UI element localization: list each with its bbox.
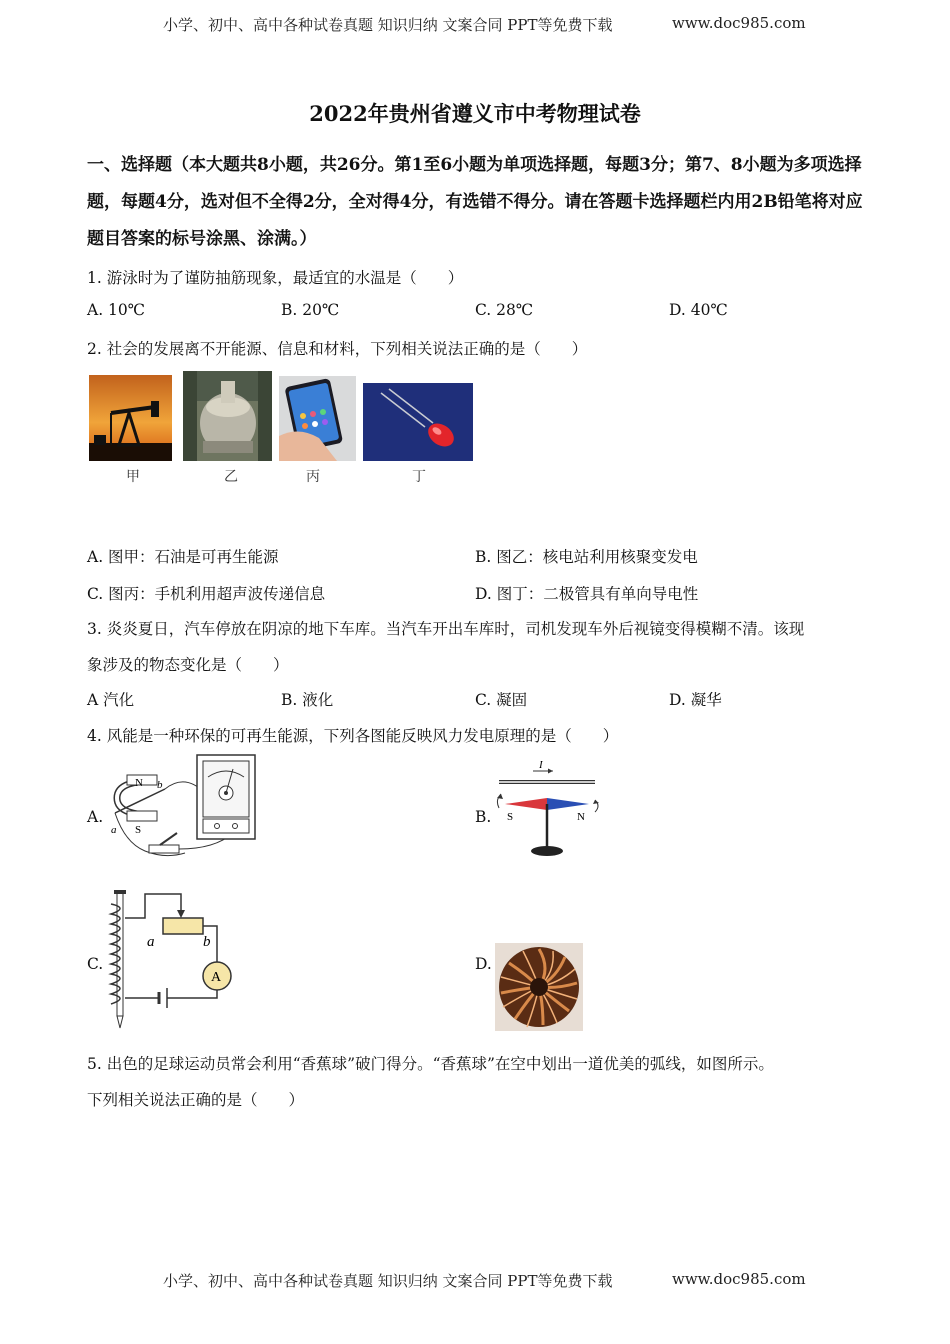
fig-b-label-s: S: [507, 811, 514, 823]
q5-stem-line2: 下列相关说法正确的是（ ）: [87, 1091, 305, 1109]
led-diode-photo: [363, 383, 473, 461]
caption-bing: 丙: [306, 469, 320, 485]
section-heading: 一、选择题（本大题共8小题，共26分。第1至6小题为单项选择题，每题3分；第7、8小题为多项选择题，每题4分，选对但不全得2分，全对得4分，有选错不得分。请在答题卡选择题栏内用2B铅笔将对应题目答案的标号涂黑、涂满。）: [87, 155, 863, 249]
fig-c-label-ammeter: A: [211, 970, 222, 985]
q3-option-d: D. 凝华: [669, 691, 722, 709]
fig-b-label-n: N: [577, 811, 585, 823]
q2-option-b: B. 图乙：核电站利用核聚变发电: [475, 548, 698, 566]
q4-option-a: A.: [87, 808, 104, 826]
smartphone-photo: [279, 376, 356, 461]
q2-option-d: D. 图丁：二极管具有单向导电性: [475, 585, 699, 603]
q3-option-a: A 汽化: [87, 691, 135, 709]
q1-stem: 1. 游泳时为了谨防抽筋现象，最适宜的水温是（ ）: [87, 269, 464, 287]
q3-stem-line1: 3. 炎炎夏日，汽车停放在阴凉的地下车库。当汽车开出车库时，司机发现车外后视镜变得模糊不清。该现: [87, 620, 805, 638]
header-text: 小学、初中、高中各种试卷真题 知识归纳 文案合同 PPT等免费下载: [163, 16, 613, 34]
fig-b-label-current: I: [539, 759, 543, 771]
caption-ding: 丁: [412, 469, 426, 485]
q4-option-b: B.: [475, 808, 492, 826]
q2-option-c: C. 图丙：手机利用超声波传递信息: [87, 585, 326, 603]
footer-site-link[interactable]: www.doc985.com: [672, 1270, 806, 1288]
footer-text: 小学、初中、高中各种试卷真题 知识归纳 文案合同 PPT等免费下载: [163, 1272, 613, 1290]
fig-a-label-b: b: [157, 779, 163, 791]
q4-stem: 4. 风能是一种环保的可再生能源，下列各图能反映风力发电原理的是（ ）: [87, 727, 619, 745]
page-title: 2022年贵州省遵义市中考物理试卷: [309, 101, 641, 126]
fig-a-label-a: a: [111, 824, 117, 836]
generator-diagram: [105, 753, 265, 863]
q3-stem-line2: 象涉及的物态变化是（ ）: [87, 656, 289, 674]
q2-stem: 2. 社会的发展离不开能源、信息和材料，下列相关说法正确的是（ ）: [87, 340, 588, 358]
q2-option-a: A. 图甲：石油是可再生能源: [87, 548, 279, 566]
q3-option-b: B. 液化: [281, 691, 334, 709]
oil-pump-photo: [89, 375, 172, 461]
q4-option-d: D.: [475, 955, 492, 973]
q1-option-d: D. 40℃: [669, 301, 728, 319]
q1-option-c: C. 28℃: [475, 301, 534, 319]
q1-option-a: A. 10℃: [87, 301, 146, 319]
fig-a-label-s: S: [135, 824, 142, 836]
oersted-experiment-diagram: [495, 758, 605, 860]
caption-jia: 甲: [126, 469, 140, 485]
q4-option-c: C.: [87, 955, 104, 973]
nuclear-reactor-photo: [183, 371, 272, 461]
q5-stem-line1: 5. 出色的足球运动员常会利用“香蕉球”破门得分。“香蕉球”在空中划出一道优美的弧线，如图所示。: [87, 1055, 774, 1073]
fig-a-label-n: N: [135, 777, 143, 789]
q3-option-c: C. 凝固: [475, 691, 528, 709]
copper-coil-photo: [495, 943, 583, 1031]
fig-c-label-b: b: [203, 934, 211, 950]
header-site-link[interactable]: www.doc985.com: [672, 14, 806, 32]
electromagnet-circuit-diagram: [105, 888, 240, 1030]
fig-c-label-a: a: [147, 934, 155, 950]
caption-yi: 乙: [224, 469, 238, 485]
q1-option-b: B. 20℃: [281, 301, 340, 319]
